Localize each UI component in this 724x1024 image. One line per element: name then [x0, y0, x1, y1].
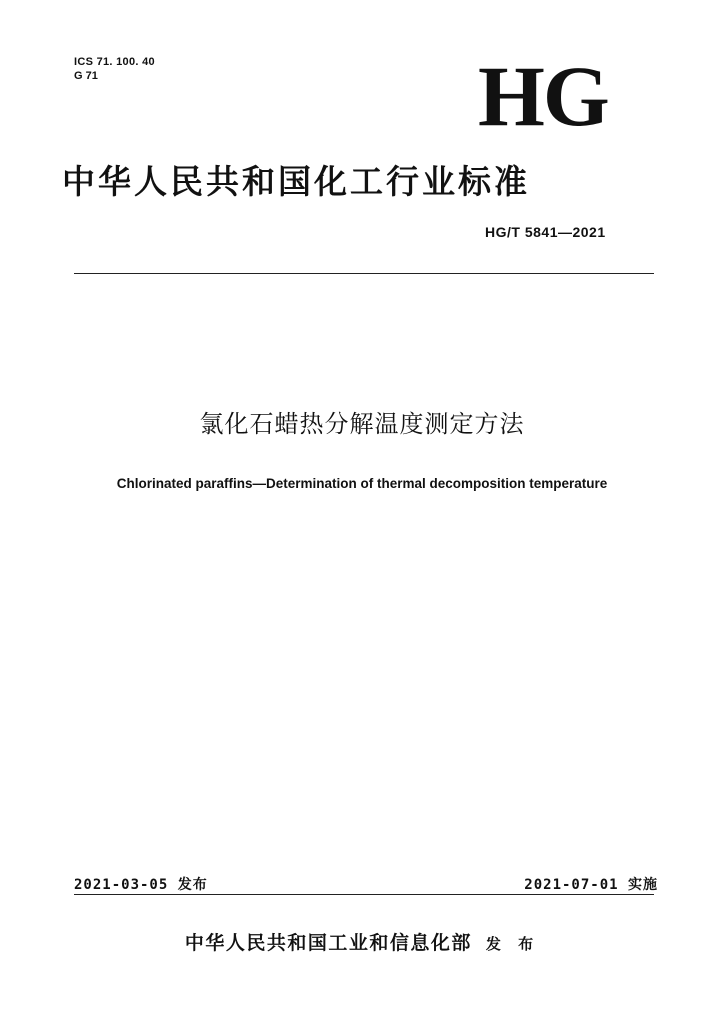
standard-code: HG/T 5841—2021	[485, 224, 606, 240]
publisher	[0, 928, 724, 955]
publish-label: 发 布	[485, 935, 540, 953]
publisher-name: 中华人民共和国工业和信息化部	[184, 932, 472, 954]
issue-date: 2021-03-05 发布	[74, 877, 208, 893]
implementation-date: 2021-07-01 实施	[524, 877, 658, 893]
bottom-divider	[74, 894, 654, 895]
clc-number: G 71	[74, 70, 98, 82]
standard-category: 中华人民共和国化工行业标准	[62, 162, 530, 201]
title-chinese: 氯化石蜡热分解温度测定方法	[199, 410, 525, 438]
top-divider	[74, 273, 654, 274]
hg-logo: HG	[478, 48, 608, 144]
ics-number: ICS 71. 100. 40	[74, 56, 155, 68]
title-english: Chlorinated paraffins—Determination of thermal decomposition temperature	[116, 476, 608, 491]
